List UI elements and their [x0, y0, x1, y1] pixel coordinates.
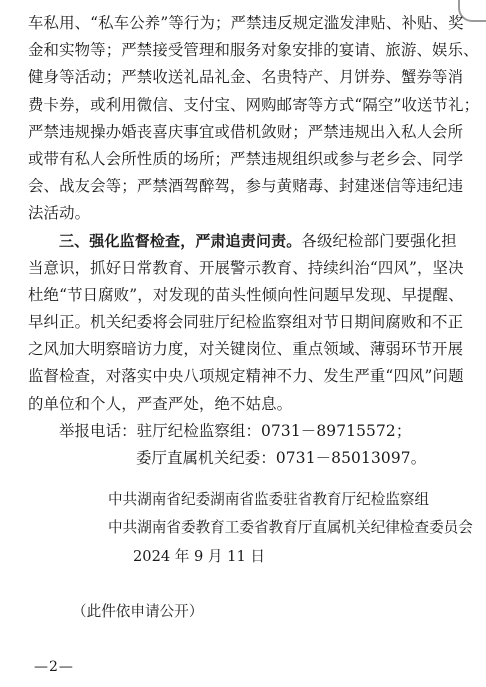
paragraph-line: 或带有私人会所性质的场所；严禁违规组织或参与老乡会、同学: [28, 149, 464, 168]
section3-line: 的单位和个人，严查严处，绝不姑息。: [28, 394, 293, 413]
paragraph-line: 费卡券，或利用微信、支付宝、网购邮寄等方式“隔空”收送节礼；: [28, 95, 480, 114]
paragraph-line: 健身等活动；严禁收送礼品礼金、名贵特产、月饼券、蟹券等消: [28, 68, 464, 87]
section3-line: 早纠正。机关纪委将会同驻厅纪检监察组对节日期间腐败和不正: [28, 313, 464, 332]
section3-line: 监督检查，对落实中央八项规定精神不力、发生严重“四风”问题: [28, 367, 464, 386]
disclosure-note: （此件依申请公开）: [72, 603, 204, 620]
document-body: [28, 10, 480, 472]
section3-heading: 三、强化监督检查，严肃追责问责。: [59, 231, 302, 250]
signature-date: 2024 年 9 月 11 日: [133, 548, 265, 565]
section3-line: 当意识，抓好日常教育、开展警示教育、持续纠治“四风”，坚决: [28, 258, 464, 277]
section3-line: 之风加大明察暗访力度，对关键岗位、重点领域、薄弱环节开展: [28, 340, 464, 359]
paragraph-line: 法活动。: [28, 204, 91, 223]
signature-org-2: 中共湖南省委教育工委省教育厅直属机关纪律检查委员会: [108, 519, 473, 536]
hotline-line-1: 举报电话：驻厅纪检监察组：0731－89715572；: [59, 421, 412, 440]
paragraph-line: 金和实物等；严禁接受管理和服务对象安排的宴请、旅游、娱乐、: [28, 41, 479, 60]
section3-first-line: [28, 228, 458, 255]
section3-line: 杜绝“节日腐败”，对发现的苗头性倾向性问题早发现、早提醒、: [28, 285, 464, 304]
section3-first-line-text: 各级纪检部门要强化担: [301, 231, 457, 250]
page-number: —2—: [34, 659, 74, 675]
paragraph-line: 会、战友会等；严禁酒驾醉驾，参与黄赌毒、封建迷信等违纪违: [28, 177, 464, 196]
hotline-line-2: 委厅直属机关纪委：0731－85013097。: [136, 449, 427, 467]
signature-org-1: 中共湖南省纪委湖南省监委驻省教育厅纪检监察组: [108, 491, 430, 508]
paragraph-line: 严禁违规操办婚丧喜庆事宜或借机敛财；严禁违规出入私人会所: [28, 122, 464, 141]
paragraph-line: 车私用、“私车公养”等行为；严禁违反规定滥发津贴、补贴、奖: [28, 14, 464, 32]
